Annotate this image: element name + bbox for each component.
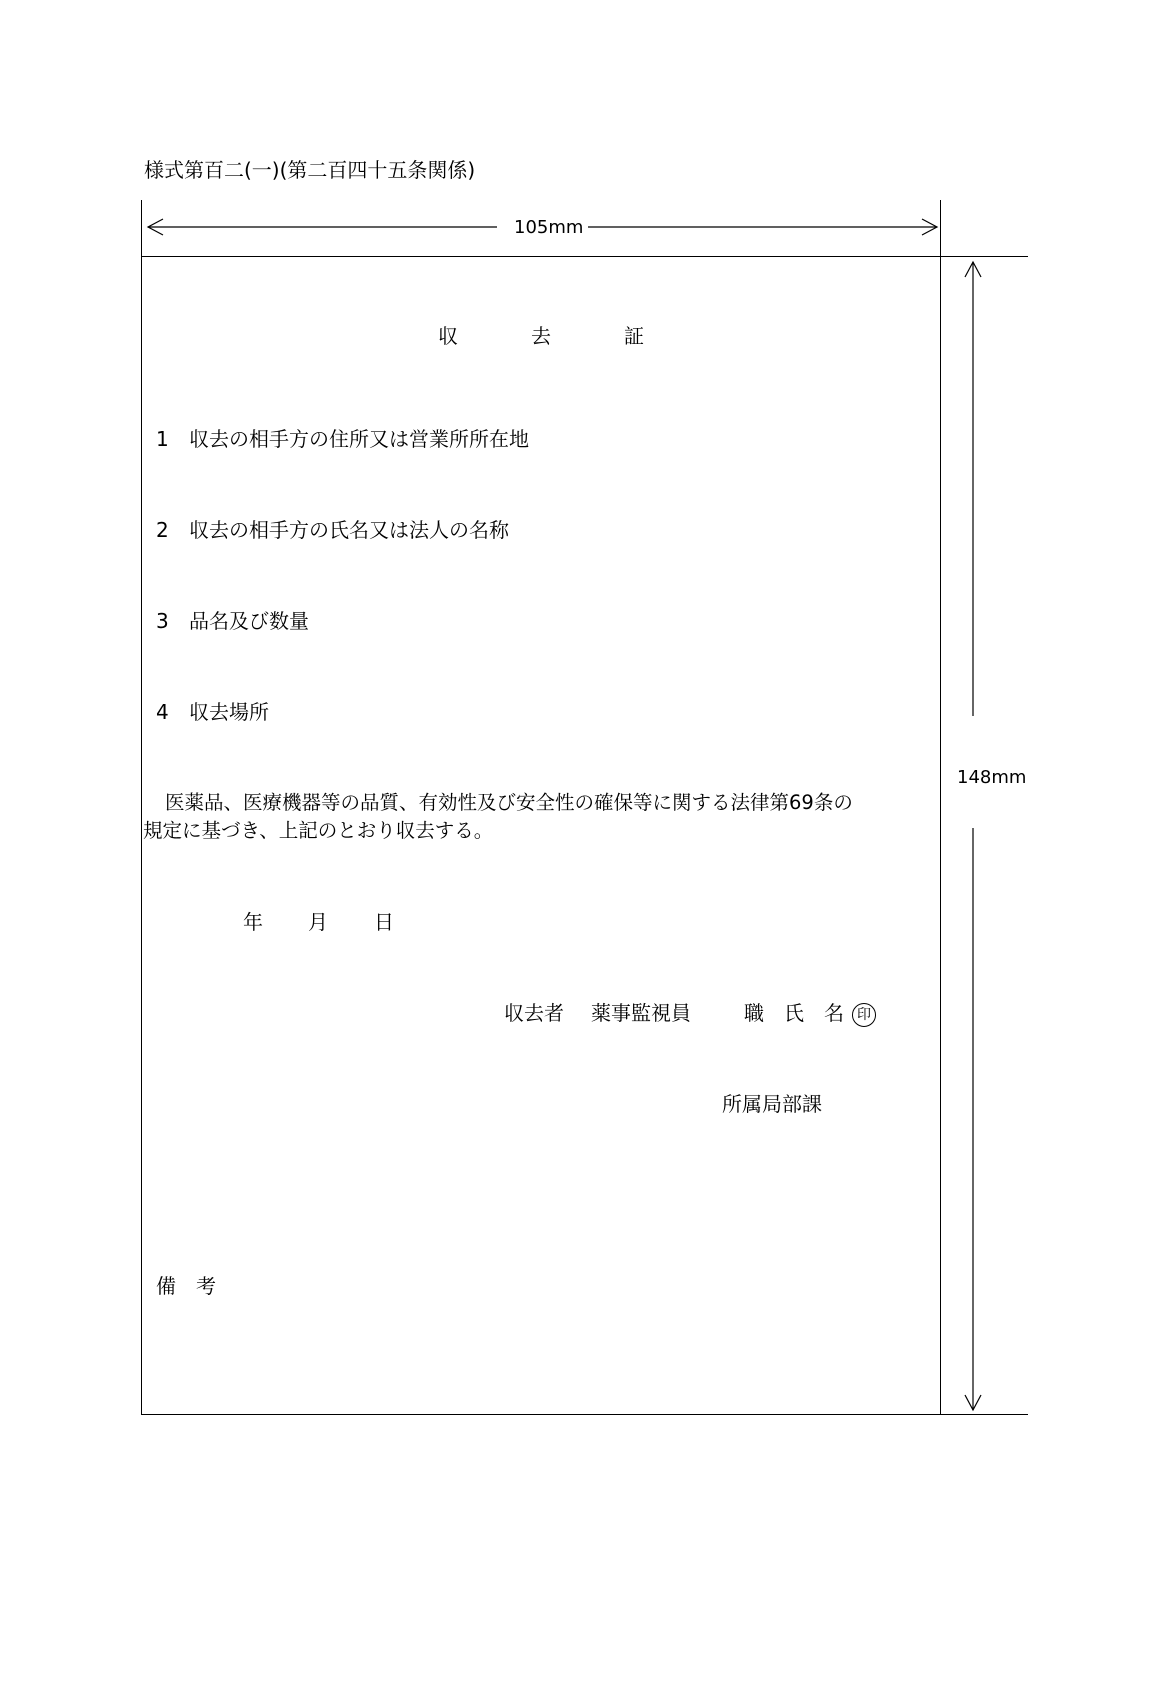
collector-name-fields [744,1001,876,1027]
date-month: 月 [308,910,328,934]
document-title-char-1: 収 [438,324,458,348]
seal-mark: 印 [852,1003,876,1027]
remarks-label: 備 考 [156,1274,216,1298]
collector-fields-label: 職 氏 名 [744,1001,844,1025]
department-label: 所属局部課 [722,1092,822,1116]
item-3-number: 3 [156,609,169,633]
date-day: 日 [374,910,394,934]
document-title-char-3: 証 [624,324,644,348]
form-number: 様式第百二(一)(第二百四十五条関係) [144,158,476,182]
item-3-label: 品名及び数量 [189,609,309,633]
dimension-width-label: 105mm [514,217,584,238]
item-2-number: 2 [156,518,169,542]
collector-role: 薬事監視員 [591,1001,691,1025]
date-year: 年 [243,910,263,934]
item-2-label: 収去の相手方の氏名又は法人の名称 [189,518,509,542]
collector-label: 収去者 [504,1001,564,1025]
item-1-label: 収去の相手方の住所又は営業所所在地 [189,427,529,451]
item-4-number: 4 [156,700,169,724]
item-1-number: 1 [156,427,169,451]
document-title-char-2: 去 [531,324,551,348]
item-4-label: 収去場所 [189,700,269,724]
dimension-height-label: 148mm [957,767,1027,788]
statement-line-2: 規定に基づき、上記のとおり収去する。 [143,819,494,842]
statement-line-1: 医薬品、医療機器等の品質、有効性及び安全性の確保等に関する法律第69条の [165,791,853,814]
